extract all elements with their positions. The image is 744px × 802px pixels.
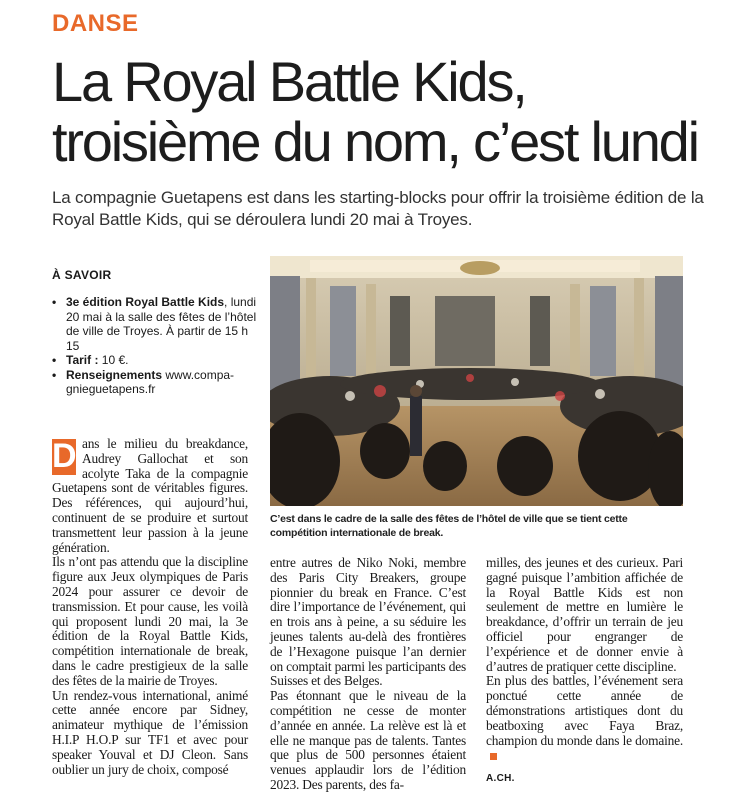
- author-signature: A.CH.: [486, 773, 515, 784]
- info-item-edition-bold: 3e édition Royal Battle Kids: [66, 295, 225, 309]
- info-item-renseignements-bold: Renseignements: [66, 367, 163, 382]
- paragraph-3: Un rendez-vous international, animé cette année encore par Sidney, animateur mythique de l’émission H.I.P H.O.P sur TF1 et avec pour speaker Youval et DJ Cleon. Sans oublier un jury de choix, composé: [52, 687, 248, 777]
- info-item-tarif-bold: Tarif :: [66, 353, 99, 367]
- drop-cap: D: [52, 437, 77, 475]
- bullet-icon: •: [52, 295, 57, 309]
- headline: [52, 52, 742, 172]
- article-column-3: [486, 556, 683, 763]
- info-box: [52, 295, 262, 397]
- paragraph-7-text: En plus des battles, l’événement sera ponctué cette année de démonstrations artistiques dont du beatboxing avec Faya Braz, champion du monde dans le domaine.: [486, 673, 683, 748]
- paragraph-4: entre autres de Niko Noki, membre des Paris City Breakers, groupe pionnier du break en France. C’est dire l’importance de l’événement, qui en trois ans à peine, a su séduire les jeunes talents au-delà des frontières de l’Hexagone puisque l’an dernier on comptait parmi les participants des Suisses et des Belges.: [270, 555, 466, 689]
- headline-line-1: La Royal Battle Kids,: [52, 50, 526, 113]
- end-mark-icon: [490, 753, 497, 760]
- lead-paragraph: La compagnie Guetapens est dans les starting-blocks pour offrir la troisième édition de la Royal Battle Kids, qui se déroulera lundi 20 mai à Troyes.: [52, 188, 704, 229]
- paragraph-1-text: ans le milieu du breakdance, Audrey Gallochat et son acolyte Taka de la compagnie Guetapens sont de véritables figures. Des références, qui aujourd’hui, continuent de se produire et surtout transmettent leur passion à la jeune génération.: [52, 436, 248, 555]
- bullet-icon: •: [52, 367, 57, 382]
- info-item-tarif-text: 10 €.: [98, 353, 129, 367]
- info-item-renseignements: [52, 368, 262, 397]
- paragraph-2: Ils n’ont pas attendu que la discipline figure aux Jeux olympiques de Paris 2024 pour assurer ce devoir de transmission. Et pour cause, les voilà qui proposent lundi 20 mai, la 3e édition de la Royal Battle Kids, compétition internationale de break, dans le cadre prestigieux de la salle des fêtes de la mairie de Troyes.: [52, 554, 248, 688]
- info-item-renseignements-text: www.compa-gnieguetapens.fr: [66, 367, 235, 396]
- info-box-title: À SAVOIR: [52, 268, 112, 282]
- article-column-1: [52, 437, 248, 777]
- paragraph-6: milles, des jeunes et des curieux. Pari gagné puisque l’ambition affichée de la Royal Battle Kids est non seulement de mettre en lumière le breakdance, d’offrir un terrain de jeu officiel pour engranger de l’expérience et de donner envie à d’autres de pratiquer cette discipline.: [486, 555, 683, 674]
- article-column-2: [270, 556, 466, 793]
- photo-caption: C’est dans le cadre de la salle des fêtes de l’hôtel de ville que se tient cette compétition internationale de break.: [270, 513, 628, 539]
- paragraph-7: [486, 674, 683, 763]
- headline-line-2: troisième du nom, c’est lundi: [52, 110, 698, 173]
- paragraph-1: [52, 437, 248, 555]
- paragraph-5: Pas étonnant que le niveau de la compétition ne cesse de monter d’année en année. La relève est là et elle ne manque pas de talents. Tantes que plus de 500 personnes étaient venues applaudir lors de l’édition 2023. Des parents, des fa-: [270, 688, 466, 792]
- bullet-icon: •: [52, 353, 57, 367]
- event-photo: [270, 256, 683, 506]
- info-item-edition: [52, 295, 262, 353]
- info-item-edition-text: , lundi 20 mai à la salle des fêtes de l’hôtel de ville de Troyes. À partir de 15 h 15: [66, 295, 257, 353]
- section-rubric: DANSE: [52, 10, 139, 37]
- info-item-tarif: [52, 353, 262, 368]
